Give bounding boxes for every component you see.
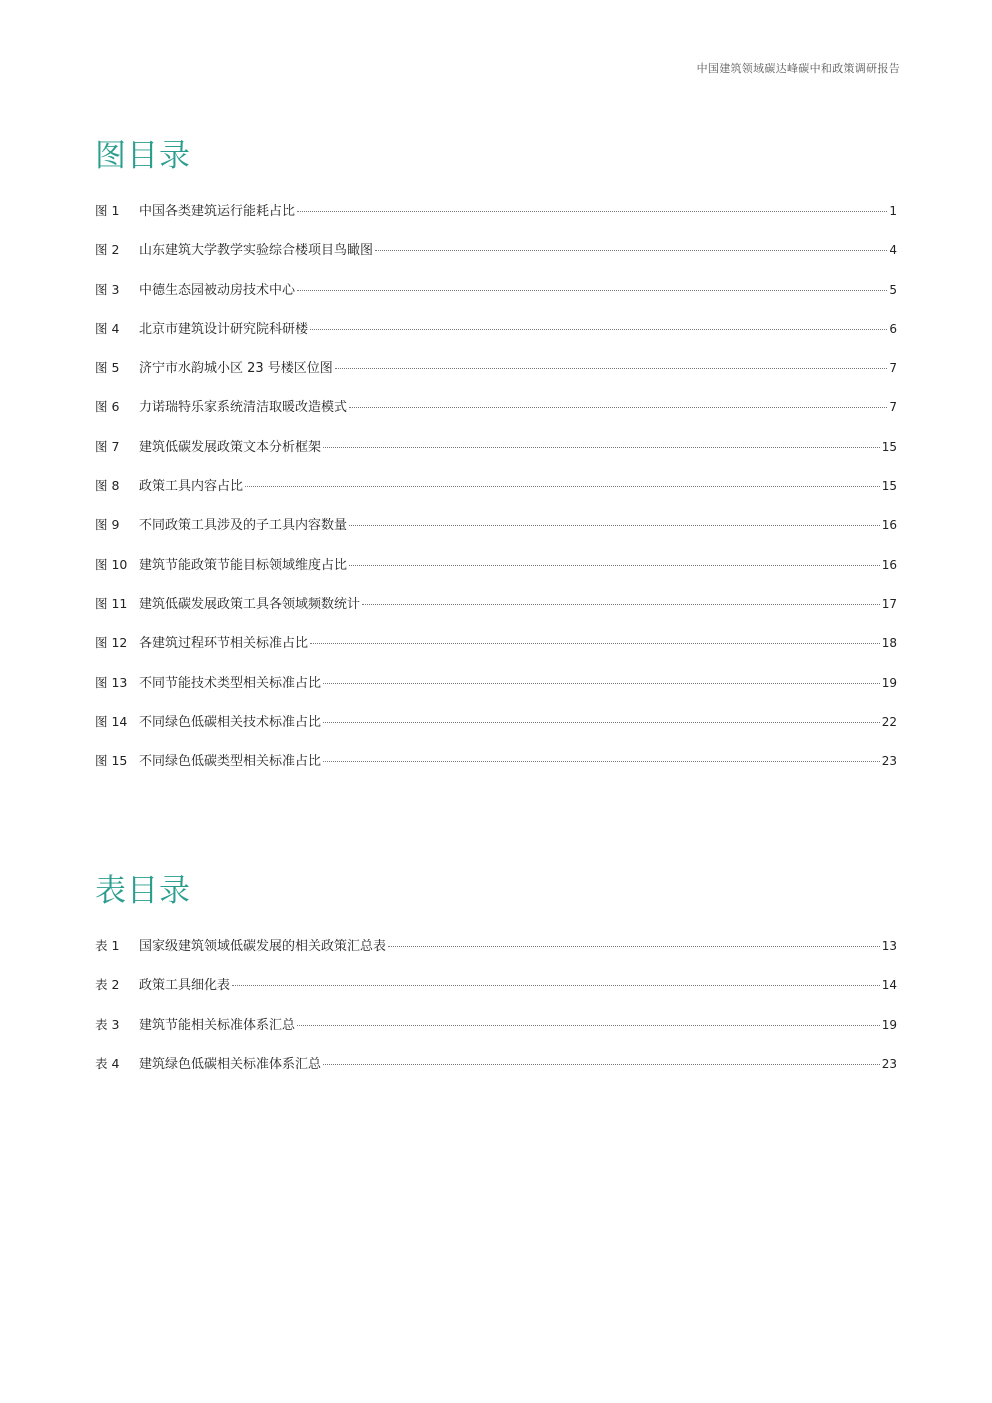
- page-number: 7: [889, 400, 897, 415]
- figure-title: 济宁市水韵城小区 23 号楼区位图: [139, 361, 333, 377]
- running-header: 中国建筑领域碳达峰碳中和政策调研报告: [696, 62, 900, 75]
- dot-leader: [323, 447, 880, 448]
- dot-leader: [335, 368, 888, 369]
- dot-leader: [323, 722, 880, 723]
- figure-toc-entry[interactable]: [95, 318, 897, 357]
- dot-leader: [349, 565, 880, 566]
- figure-label: 图 2: [95, 242, 120, 258]
- figure-toc-entry[interactable]: [95, 396, 897, 435]
- figure-label: 图 6: [95, 399, 120, 415]
- figure-toc-entry[interactable]: [95, 279, 897, 318]
- figure-title: 中德生态园被动房技术中心: [139, 282, 296, 298]
- figure-title: 建筑低碳发展政策工具各领域频数统计: [139, 596, 361, 612]
- table-toc-entry[interactable]: [95, 1053, 897, 1092]
- figure-title: 政策工具内容占比: [139, 479, 244, 495]
- dot-leader: [310, 329, 887, 330]
- dot-leader: [323, 683, 880, 684]
- dot-leader: [297, 1025, 880, 1026]
- dot-leader: [297, 211, 887, 212]
- figure-label: 图 5: [95, 360, 120, 376]
- figure-title: 不同绿色低碳相关技术标准占比: [139, 714, 322, 730]
- figure-toc-entry[interactable]: [95, 514, 897, 553]
- figures-section-title: 图目录: [95, 138, 191, 174]
- table-title: 政策工具细化表: [139, 978, 231, 994]
- dot-leader: [323, 761, 880, 762]
- figure-title: 山东建筑大学教学实验综合楼项目鸟瞰图: [139, 243, 374, 259]
- page-number: 15: [881, 479, 897, 494]
- dot-leader: [388, 946, 880, 947]
- figure-label: 图 13: [95, 674, 128, 690]
- figure-title: 中国各类建筑运行能耗占比: [139, 204, 296, 219]
- page-number: 5: [889, 282, 897, 297]
- figure-label: 图 1: [95, 203, 120, 218]
- dot-leader: [375, 250, 887, 251]
- page-number: 15: [881, 439, 897, 454]
- page-number: 19: [881, 675, 897, 690]
- page-number: 23: [881, 1056, 897, 1071]
- figure-toc-entry[interactable]: [95, 593, 897, 632]
- dot-leader: [349, 407, 887, 408]
- table-toc-entry[interactable]: [95, 1014, 897, 1053]
- page-number: 16: [881, 518, 897, 533]
- tables-toc-list: [95, 935, 897, 1092]
- figure-label: 图 14: [95, 713, 128, 729]
- page-number: 14: [881, 978, 897, 993]
- figure-label: 图 12: [95, 635, 128, 651]
- figure-label: 图 4: [95, 320, 120, 336]
- tables-section-title: 表目录: [95, 873, 191, 909]
- table-label: 表 4: [95, 1055, 120, 1071]
- figure-toc-entry[interactable]: [95, 632, 897, 671]
- figure-toc-entry[interactable]: [95, 436, 897, 475]
- page-number: 13: [881, 939, 897, 953]
- page-number: 7: [889, 361, 897, 376]
- table-toc-entry[interactable]: [95, 935, 897, 974]
- figure-toc-entry[interactable]: [95, 554, 897, 593]
- figure-toc-entry[interactable]: [95, 475, 897, 514]
- figure-title: 北京市建筑设计研究院科研楼: [139, 321, 309, 337]
- page-number: 19: [881, 1017, 897, 1032]
- page-number: 22: [881, 714, 897, 729]
- page-number: 18: [881, 636, 897, 651]
- figure-title: 建筑节能政策节能目标领域维度占比: [139, 557, 348, 573]
- dot-leader: [310, 643, 880, 644]
- figure-toc-entry[interactable]: [95, 750, 897, 789]
- figure-label: 图 9: [95, 517, 120, 533]
- figure-label: 图 10: [95, 556, 128, 572]
- table-label: 表 2: [95, 977, 120, 993]
- figures-toc-list: [95, 200, 897, 789]
- dot-leader: [349, 525, 880, 526]
- figure-title: 各建筑过程环节相关标准占比: [139, 636, 309, 652]
- figure-toc-entry[interactable]: [95, 711, 897, 750]
- figure-label: 图 11: [95, 595, 128, 611]
- dot-leader: [297, 290, 887, 291]
- figure-label: 图 3: [95, 281, 120, 297]
- figure-toc-entry[interactable]: [95, 200, 897, 239]
- table-title: 建筑绿色低碳相关标准体系汇总: [139, 1056, 322, 1072]
- page-number: 23: [881, 754, 897, 769]
- figure-title: 不同政策工具涉及的子工具内容数量: [139, 518, 348, 534]
- dot-leader: [323, 1064, 880, 1065]
- table-label: 表 1: [95, 938, 120, 953]
- figure-title: 建筑低碳发展政策文本分析框架: [139, 439, 322, 455]
- page-number: 1: [889, 204, 897, 218]
- dot-leader: [245, 486, 880, 487]
- table-title: 建筑节能相关标准体系汇总: [139, 1017, 296, 1033]
- table-toc-entry[interactable]: [95, 974, 897, 1013]
- page-number: 16: [881, 557, 897, 572]
- figure-label: 图 15: [95, 753, 128, 769]
- figure-label: 图 7: [95, 438, 120, 454]
- page-number: 6: [889, 321, 897, 336]
- page-number: 17: [881, 596, 897, 611]
- dot-leader: [232, 985, 880, 986]
- table-label: 表 3: [95, 1016, 120, 1032]
- figure-toc-entry[interactable]: [95, 239, 897, 278]
- figure-toc-entry[interactable]: [95, 672, 897, 711]
- page-number: 4: [889, 243, 897, 258]
- figure-label: 图 8: [95, 478, 120, 494]
- figure-title: 不同绿色低碳类型相关标准占比: [139, 754, 322, 770]
- figure-title: 力诺瑞特乐家系统清洁取暖改造模式: [139, 400, 348, 416]
- figure-toc-entry[interactable]: [95, 357, 897, 396]
- dot-leader: [362, 604, 880, 605]
- table-title: 国家级建筑领域低碳发展的相关政策汇总表: [139, 939, 387, 954]
- figure-title: 不同节能技术类型相关标准占比: [139, 675, 322, 691]
